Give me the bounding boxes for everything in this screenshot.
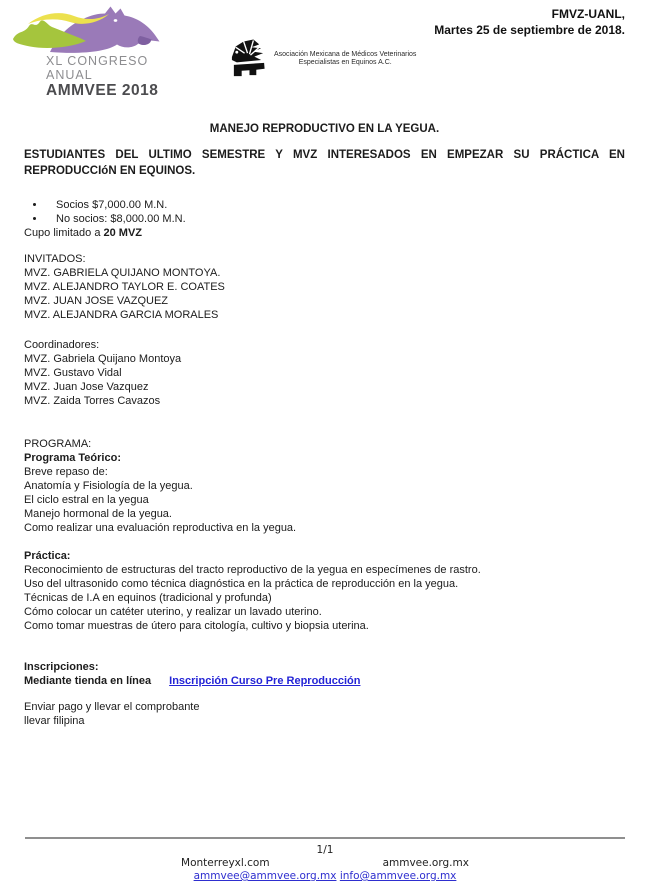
coordinador-name: MVZ. Gabriela Quijano Montoya xyxy=(24,353,182,365)
document-body xyxy=(24,122,625,728)
header-date: Martes 25 de septiembre de 2018. xyxy=(434,23,625,37)
footer-site-ammvee: ammvee.org.mx xyxy=(382,857,469,869)
practica-item: Reconocimiento de estructuras del tracto reproductivo de la yegua en especímenes de rastro. xyxy=(24,564,481,576)
practica-item: Cómo colocar un catéter uterino, y realizar un lavado uterino. xyxy=(24,606,322,618)
practica-section xyxy=(24,549,625,633)
congress-year: AMMVEE 2018 xyxy=(46,82,159,99)
coordinador-name: MVZ. Gustavo Vidal xyxy=(24,367,122,379)
coordinador-name: MVZ. Zaida Torres Cavazos xyxy=(24,395,161,407)
footer-emails xyxy=(25,870,625,883)
coordinadores-section xyxy=(24,338,625,408)
header-meta xyxy=(434,6,625,38)
invitado-name: MVZ. JUAN JOSE VAZQUEZ xyxy=(24,295,169,307)
header-org: FMVZ-UANL, xyxy=(551,7,625,21)
teorico-item: Anatomía y Fisiología de la yegua. xyxy=(24,480,193,492)
congress-horse-icon xyxy=(12,6,162,56)
programa-heading: PROGRAMA: xyxy=(24,438,92,450)
teorico-item: Breve repaso de: xyxy=(24,466,108,478)
footer-email-ammvee-link[interactable]: ammvee@ammvee.org.mx xyxy=(193,870,337,882)
payment-note xyxy=(24,700,625,728)
teorico-item: Como realizar una evaluación reproductiva en la yegua. xyxy=(24,522,297,534)
congress-title: XL CONGRESO ANUAL xyxy=(46,54,149,82)
audience-paragraph: ESTUDIANTES DEL ULTIMO SEMESTRE Y MVZ INTERESADOS EN EMPEZAR SU PRÁCTICA EN REPRODUCCIóN EN EQUINOS. xyxy=(24,149,625,177)
capacity-value: 20 MVZ xyxy=(103,227,143,239)
teorico-item: Manejo hormonal de la yegua. xyxy=(24,508,172,520)
practica-item: Técnicas de I.A en equinos (tradicional y profunda) xyxy=(24,592,272,604)
association-logo xyxy=(229,38,419,80)
association-name: Asociación Mexicana de Médicos Veterinarios Especialistas en Equinos A.C. xyxy=(274,50,417,66)
teorico-item: El ciclo estral en la yegua xyxy=(24,494,149,506)
payment-line: Enviar pago y llevar el comprobante xyxy=(24,701,200,713)
programa-teorico-heading: Programa Teórico: xyxy=(24,452,121,464)
price-item-socios: • Socios $7,000.00 M.N. xyxy=(46,198,625,212)
practica-heading: Práctica: xyxy=(24,550,71,562)
inscription-link[interactable]: Inscripción Curso Pre Reproducción xyxy=(169,675,361,687)
inscripciones-line xyxy=(24,674,625,688)
capacity-line: Cupo limitado a 20 MVZ xyxy=(24,227,143,239)
payment-line: llevar filipina xyxy=(24,715,85,727)
association-horse-icon xyxy=(229,38,268,80)
practica-item: Como tomar muestras de útero para citología, cultivo y biopsia uterina. xyxy=(24,620,369,632)
practica-item: Uso del ultrasonido como técnica diagnóstica en la práctica de reproducción en la yegua. xyxy=(24,578,459,590)
page-indicator: 1/1 xyxy=(316,844,334,856)
pricing-list xyxy=(24,198,625,226)
coordinadores-heading: Coordinadores: xyxy=(24,339,100,351)
invitados-heading: INVITADOS: xyxy=(24,253,86,265)
coordinador-name: MVZ. Juan Jose Vazquez xyxy=(24,381,149,393)
footer-sites xyxy=(25,857,625,870)
inscripciones-section xyxy=(24,660,625,688)
congress-logo xyxy=(12,6,192,99)
page-title: MANEJO REPRODUCTIVO EN LA YEGUA. xyxy=(209,123,440,135)
price-item-no-socios: • No socios: $8,000.00 M.N. xyxy=(46,212,625,226)
invitados-section xyxy=(24,252,625,322)
invitado-name: MVZ. ALEJANDRA GARCIA MORALES xyxy=(24,309,219,321)
programa-section xyxy=(24,437,625,535)
page-footer xyxy=(25,837,625,883)
inscripciones-heading: Inscripciones: xyxy=(24,661,99,673)
invitado-name: MVZ. ALEJANDRO TAYLOR E. COATES xyxy=(24,281,225,293)
footer-site-monterrey: Monterreyxl.com xyxy=(181,857,270,869)
footer-email-info-link[interactable]: info@ammvee.org.mx xyxy=(339,870,457,882)
inscripciones-method: Mediante tienda en línea xyxy=(24,675,152,687)
invitado-name: MVZ. GABRIELA QUIJANO MONTOYA. xyxy=(24,267,221,279)
